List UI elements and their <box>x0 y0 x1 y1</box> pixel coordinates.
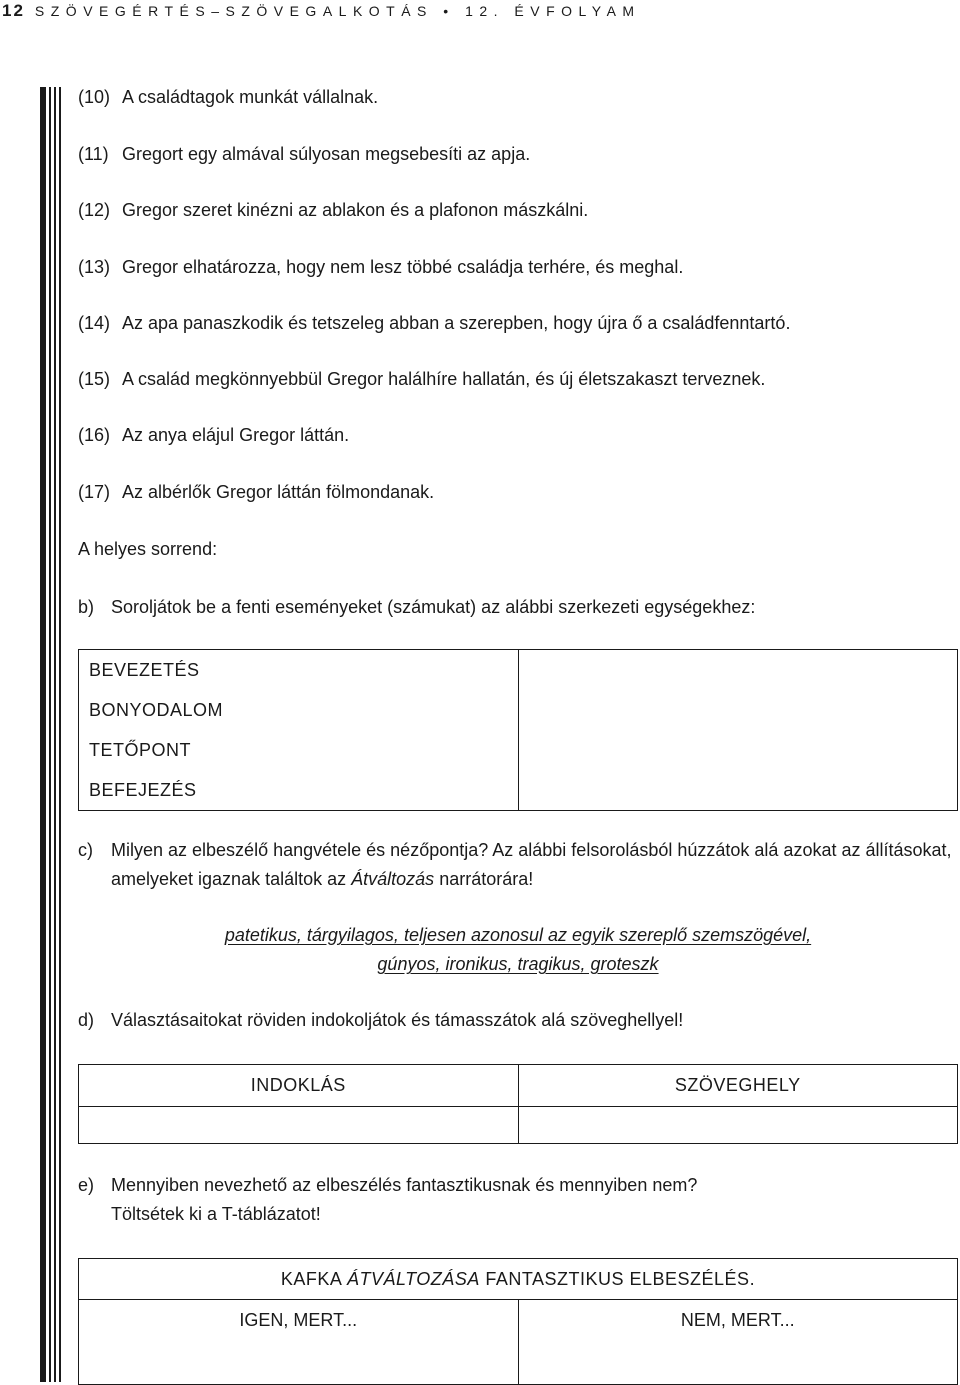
correct-order-prompt: A helyes sorrend: <box>78 539 218 559</box>
running-title: SZÖVEGÉRTÉS–SZÖVEGALKOTÁS • 12. ÉVFOLYAM <box>34 3 641 19</box>
event-number: (14) <box>78 313 111 333</box>
task-e-prompt <box>78 1174 697 1196</box>
event-text: Gregor szeret kinézni az ablakon és a plafonon mászkálni. <box>122 200 589 220</box>
task-c-prompt <box>78 836 958 894</box>
event-text: A család megkönnyebbül Gregor halálhíre hallatán, és új életszakaszt terveznek. <box>122 369 766 389</box>
event-text: Gregor elhatározza, hogy nem lesz többé családja terhére, és meghal. <box>122 257 684 277</box>
indoklas-answer-cell[interactable] <box>79 1107 519 1144</box>
event-number: (13) <box>78 257 111 277</box>
tone-options-line-2: gúnyos, ironikus, tragikus, groteszk <box>377 954 659 974</box>
page-number: 12 <box>2 1 25 20</box>
task-d-text: Választásaitokat röviden indokoljátok és támasszátok alá szöveghellyel! <box>111 1010 684 1030</box>
structure-labels-cell <box>79 650 519 811</box>
structure-answer-cell[interactable] <box>519 650 958 811</box>
task-d-prompt <box>78 1009 683 1031</box>
structure-unit: BEFEJEZÉS <box>89 780 197 800</box>
event-number: (12) <box>78 200 111 220</box>
page-header <box>0 0 641 22</box>
justification-table <box>78 1064 958 1144</box>
col-indoklas-header: INDOKLÁS <box>79 1065 519 1107</box>
tone-options <box>78 921 958 979</box>
task-d-label: d) <box>78 1010 95 1030</box>
no-answer-cell[interactable] <box>518 1340 958 1385</box>
event-item <box>78 481 434 503</box>
task-e-label: e) <box>78 1175 95 1195</box>
event-text: Az anya elájul Gregor láttán. <box>122 425 350 445</box>
task-b-label: b) <box>78 597 95 617</box>
event-item <box>78 199 588 221</box>
event-item <box>78 256 683 278</box>
event-text: Az apa panaszkodik és tetszeleg abban a szerepben, hogy újra ő a családfenntartó. <box>122 313 791 333</box>
work-title: Átváltozás <box>351 869 435 889</box>
yes-answer-cell[interactable] <box>79 1340 519 1385</box>
task-b-text: Soroljátok be a fenti eseményeket (számukat) az alábbi szerkezeti egységekhez: <box>111 597 756 617</box>
t-table-no-header: NEM, MERT... <box>518 1300 958 1341</box>
event-item <box>78 424 349 446</box>
event-item <box>78 368 765 390</box>
margin-bars <box>40 87 62 1382</box>
col-szoveghely-header: SZÖVEGHELY <box>518 1065 958 1107</box>
task-b-prompt <box>78 596 755 618</box>
event-text: Az albérlők Gregor láttán fölmondanak. <box>122 482 435 502</box>
structure-unit: TETŐPONT <box>89 740 191 760</box>
t-table-title: KAFKA ÁTVÁLTOZÁSA FANTASZTIKUS ELBESZÉLÉS. <box>79 1259 958 1300</box>
event-number: (17) <box>78 482 111 502</box>
task-e-text: Mennyiben nevezhető az elbeszélés fantasztikusnak és mennyiben nem? <box>111 1175 698 1195</box>
szoveghely-answer-cell[interactable] <box>518 1107 958 1144</box>
event-item <box>78 143 530 165</box>
task-c-text: Milyen az elbeszélő hangvétele és nézőpontja? Az alábbi felsorolásból húzzátok alá azokat az állításokat, amelyeket igaznak találtok az Átváltozás narrátorára! <box>111 840 952 889</box>
event-number: (10) <box>78 87 111 107</box>
event-number: (15) <box>78 369 111 389</box>
t-table-yes-header: IGEN, MERT... <box>79 1300 519 1341</box>
event-item <box>78 312 790 334</box>
task-c-label: c) <box>78 840 93 860</box>
task-e-instruction: Töltsétek ki a T-táblázatot! <box>111 1204 321 1224</box>
event-item <box>78 86 378 108</box>
structure-unit: BONYODALOM <box>89 700 224 720</box>
event-text: A családtagok munkát vállalnak. <box>122 87 379 107</box>
structure-table <box>78 649 958 811</box>
event-number: (16) <box>78 425 111 445</box>
event-text: Gregort egy almával súlyosan megsebesíti az apja. <box>122 144 531 164</box>
t-table <box>78 1258 958 1385</box>
event-number: (11) <box>78 144 109 164</box>
tone-options-line-1: patetikus, tárgyilagos, teljesen azonosul az egyik szereplő szemszögével, <box>224 925 812 945</box>
structure-unit: BEVEZETÉS <box>89 660 200 680</box>
